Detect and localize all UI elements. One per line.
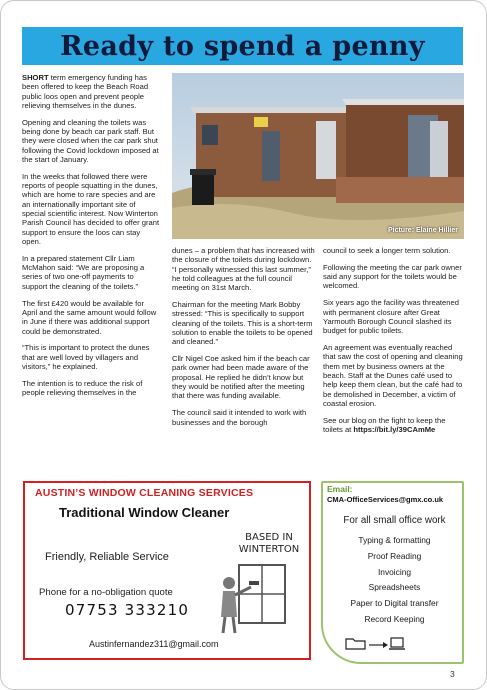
services-list xyxy=(327,533,462,628)
article-column-1 xyxy=(22,73,160,397)
email-address[interactable]: CMA-OfficeServices@gmx.co.uk xyxy=(327,495,444,504)
blog-link[interactable]: https://bit.ly/39CAmMe xyxy=(353,425,436,435)
article-column-3 xyxy=(323,246,464,434)
ad-location: BASED IN WINTERTON xyxy=(238,532,300,555)
ad-email[interactable]: Austinfernandez311@gmail.com xyxy=(89,639,219,649)
window-cleaner-icon xyxy=(213,561,301,637)
article-column-2 xyxy=(172,246,316,427)
paragraph: The council said it intended to work with businesses and the borough xyxy=(172,408,307,427)
service-item: Invoicing xyxy=(377,566,412,577)
paragraph: An agreement was eventually reached that saw the cost of opening and cleaning them met by business owners at the beach. Staff at the Dunes café used to help keep them clean, but the café had to be demolished in December, a victim of coastal erosion. xyxy=(323,343,463,408)
paragraph: SHORT term emergency funding has been offered to keep the Beach Road public loos open and prevent people relieving themselves in the dunes. xyxy=(22,73,149,110)
page-number: 3 xyxy=(450,669,455,679)
paragraph: “This is important to protect the dunes that are well loved by villagers and visitors,” he explained. xyxy=(22,343,150,371)
ad-phone-number[interactable]: 07753 333210 xyxy=(65,601,190,619)
photo-credit: Picture: Elaine Hillier xyxy=(387,227,458,234)
ad-tagline: Friendly, Reliable Service xyxy=(45,551,169,563)
service-item: Record Keeping xyxy=(364,613,425,624)
cma-office-services-ad xyxy=(321,481,464,664)
paragraph: dunes – a problem that has increased with the closure of the toilets during lockdown. “I personally witnessed this last summer,” he told colleagues at the full council meeting on 31st March. xyxy=(172,246,315,293)
austin-window-cleaning-ad xyxy=(23,481,311,660)
paragraph: In the weeks that followed there were reports of people squatting in the dunes, which are home to rare species and are an internationally important site of special scientific interest. Now Winterton Parish Council has decided to offer grant support to ensure the loos can stay open. xyxy=(22,171,160,246)
paragraph: Following the meeting the car park owner said any support for the toilets would be welcomed. xyxy=(323,262,462,291)
service-item: Spreadsheets xyxy=(368,582,421,593)
paragraph: In a prepared statement Cllr Liam McMahon said: “We are proposing a series of two one-off payments to support the cleaning of the toilets.” xyxy=(22,253,145,291)
paragraph: council to seek a longer term solution. xyxy=(323,246,451,255)
folder-to-computer-icon xyxy=(345,635,405,651)
toilet-block-photo xyxy=(172,73,464,239)
paragraph: The intention is to reduce the risk of people relieving themselves in the xyxy=(22,378,143,398)
service-item: Typing & formatting xyxy=(358,535,431,545)
service-item: Proof Reading xyxy=(367,550,422,561)
headline-banner xyxy=(22,27,463,65)
paragraph: Opening and cleaning the toilets was being done by beach car park staff. But they were closed when the car park shut following the Covid lockdown imposed at the start of January. xyxy=(22,117,159,164)
blog-note: See our blog on the fight to keep the toilets at https://bit.ly/39CAmMe xyxy=(323,415,446,435)
ad-tagline: For all small office work xyxy=(343,515,446,526)
ad-subtitle: Traditional Window Cleaner xyxy=(59,505,230,520)
paragraph: The first £420 would be available for April and the same amount would follow in June if there was additional support could be demonstrated. xyxy=(22,298,157,336)
headline: Ready to spend a penny xyxy=(60,30,425,62)
lead-word: SHORT xyxy=(22,73,49,82)
service-item: Paper to Digital transfer xyxy=(350,598,439,609)
email-label: Email: xyxy=(327,484,353,494)
paragraph: Chairman for the meeting Mark Bobby stressed: “This is specifically to support cleaning of the toilets. This is a short-term solution to enable the toilets to be opened and cleaned.” xyxy=(172,300,313,347)
toilet-block-illustration xyxy=(172,73,464,239)
paragraph: Cllr Nigel Coe asked him if the beach car park owner had been made aware of the proposal. He replied he didn’t know but they would be notified after the meeting that there was funding available. xyxy=(172,354,310,401)
ad-title: AUSTIN’S WINDOW CLEANING SERVICES xyxy=(35,487,254,499)
paragraph: Six years ago the facility was threatened with permanent closure after Great Yarmouth Borough Council slashed its budget for public toilets. xyxy=(323,298,459,336)
ad-phone-label: Phone for a no-obligation quote xyxy=(39,587,173,598)
